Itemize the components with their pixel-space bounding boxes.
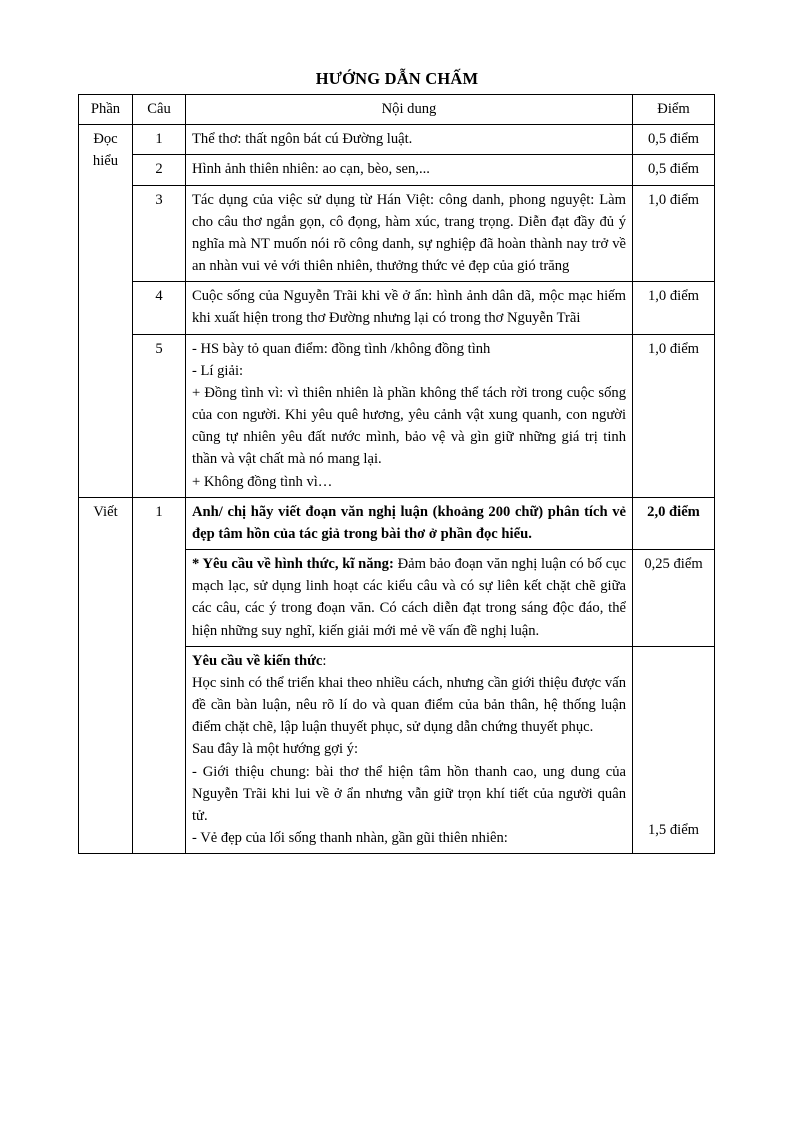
table-row	[79, 125, 715, 155]
score-value: 1,0 điểm	[633, 282, 715, 334]
knowledge-requirement	[186, 646, 633, 854]
score-value: 1,0 điểm	[633, 334, 715, 497]
question-number: 1	[133, 125, 186, 155]
answer-content: Cuộc sống của Nguyễn Trãi khi về ở ẩn: hình ảnh dân dã, mộc mạc hiếm khi xuất hiện trong thơ Đường nhưng lại có trong thơ Nguyễn Trãi	[186, 282, 633, 334]
answer-content: Tác dụng của việc sử dụng từ Hán Việt: công danh, phong nguyệt: Làm cho câu thơ ngắn gọn, cô đọng, hàm xúc, trang trọng. Diễn đạt đầy đủ ý nghĩa mà NT muốn nói rõ công danh, sự nghiệp đã hoàn thành nay trở về an nhàn vui vẻ với thiên nhiên, thưởng thức vẻ đẹp của gió trăng	[186, 185, 633, 282]
answer-line: + Đồng tình vì: vì thiên nhiên là phần không thể tách rời trong cuộc sống của con người. Khi yêu quê hương, yêu cảnh vật xung quanh, con người cũng tự nhiên yêu đất nước mình, bảo vệ và gìn giữ những giá trị tinh thần và vật chất mà nó mang lại.	[192, 384, 626, 468]
score-value: 0,25 điểm	[633, 550, 715, 647]
knowledge-requirement-heading	[192, 650, 626, 672]
answer-content: Hình ảnh thiên nhiên: ao cạn, bèo, sen,...	[186, 155, 633, 185]
answer-content: Thể thơ: thất ngôn bát cú Đường luật.	[186, 125, 633, 155]
knowledge-requirement-colon: :	[322, 652, 327, 669]
form-requirement-text: Đảm bảo đoạn văn nghị luận có bố cục mạch lạc, sử dụng linh hoạt các kiểu câu và có sự liên kết chặt chẽ giữa các câu, các ý trong đoạn văn. Có cách diễn đạt trong sáng độc đáo, thể hiện những suy nghĩ, kiến giải mới mẻ về vấn đề nghị luận.	[192, 556, 627, 639]
answer-content	[186, 334, 633, 497]
table-header	[79, 95, 715, 125]
answer-line: Sau đây là một hướng gợi ý:	[192, 741, 359, 758]
answer-line: - Lí giải:	[192, 362, 244, 379]
answer-line: Học sinh có thể triển khai theo nhiều cách, nhưng cần giới thiệu được vấn đề cần bàn luận, nêu rõ lí do và quan điểm của bản thân, hệ thống luận điểm chặt chẽ, lập luận thuyết phục, sử dụng dẫn chứng thuyết phục.	[192, 674, 626, 736]
score-value: 0,5 điểm	[633, 125, 715, 155]
answer-line: - Vẻ đẹp của lối sống thanh nhàn, gần gũi thiên nhiên:	[192, 830, 508, 847]
score-value: 0,5 điểm	[633, 155, 715, 185]
part-label-viet: Viết	[79, 497, 133, 854]
column-header-question: Câu	[133, 95, 186, 125]
question-number: 1	[133, 497, 186, 854]
score-value: 1,5 điểm	[633, 646, 715, 854]
table-row	[79, 155, 715, 185]
column-header-score: Điểm	[633, 95, 715, 125]
question-number: 4	[133, 282, 186, 334]
page-title: HƯỚNG DẪN CHẤM	[315, 69, 479, 88]
question-number: 5	[133, 334, 186, 497]
table-body	[79, 125, 715, 854]
knowledge-requirement-label: Yêu cầu về kiến thức	[192, 652, 323, 669]
table-row	[79, 334, 715, 497]
table-row	[79, 497, 715, 549]
form-requirement	[186, 550, 633, 647]
table-header-row	[79, 95, 715, 125]
answer-line: - HS bày tỏ quan điểm: đồng tình /không đồng tình	[192, 340, 491, 357]
score-value: 2,0 điểm	[633, 497, 715, 549]
column-header-part: Phần	[79, 95, 133, 125]
question-number: 2	[133, 155, 186, 185]
form-requirement-label: * Yêu cầu về hình thức, kĩ năng:	[192, 556, 394, 573]
table-row	[79, 185, 715, 282]
part-label-doc-hieu: Đọc hiểu	[79, 125, 133, 498]
essay-prompt: Anh/ chị hãy viết đoạn văn nghị luận (khoảng 200 chữ) phân tích vẻ đẹp tâm hồn của tác giả trong bài thơ ở phần đọc hiểu.	[186, 497, 633, 549]
question-number: 3	[133, 185, 186, 282]
column-header-content: Nội dung	[186, 95, 633, 125]
answer-line: + Không đồng tình vì…	[192, 473, 333, 490]
answer-line: - Giới thiệu chung: bài thơ thể hiện tâm hồn thanh cao, ung dung của Nguyễn Trãi khi lui về ở ẩn nhưng vẫn giữ trọn khí tiết của người quân tử.	[192, 763, 626, 824]
grading-guide-table	[78, 94, 715, 854]
table-row	[79, 282, 715, 334]
score-value: 1,0 điểm	[633, 185, 715, 282]
